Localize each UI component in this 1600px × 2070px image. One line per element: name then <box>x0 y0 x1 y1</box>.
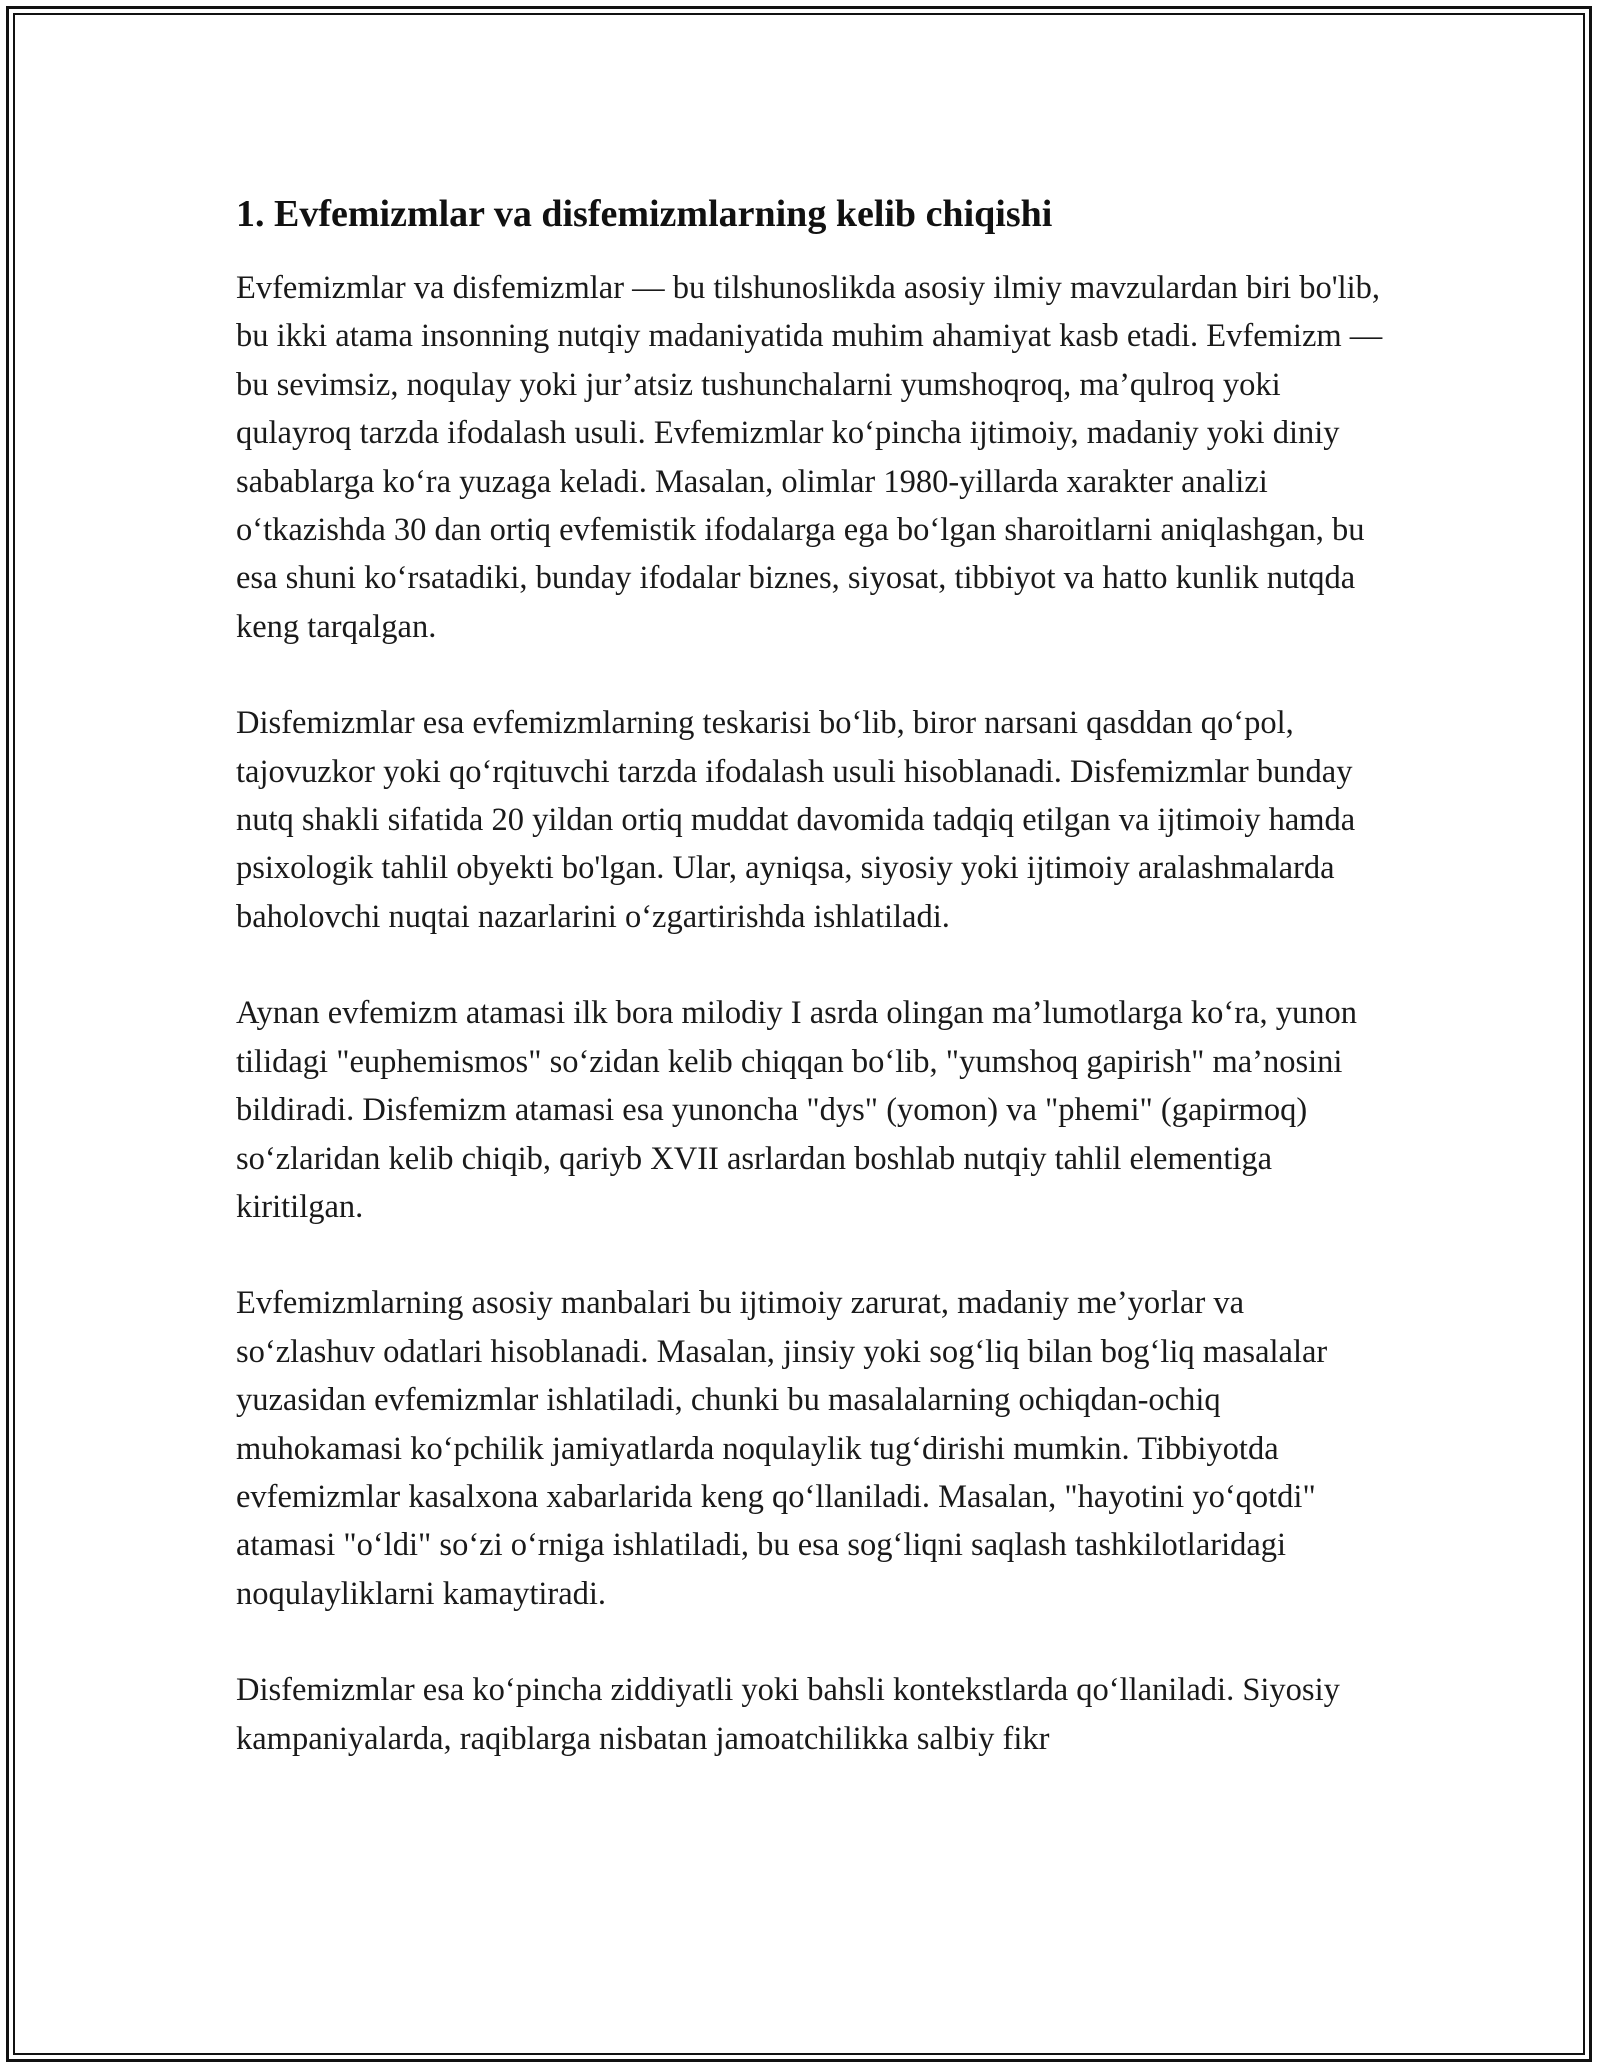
document-body <box>236 186 1386 1811</box>
paragraph-4: Evfemizmlarning asosiy manbalari bu ijtimoiy zarurat, madaniy me’yorlar va so‘zlashuv odatlari hisoblanadi. Masalan, jinsiy yoki sog‘liq bilan bog‘liq masalalar yuzasidan evfemizmlar ishlatiladi, chunki bu masalalarning ochiqdan-ochiq muhokamasi ko‘pchilik jamiyatlarda noqulaylik tug‘dirishi mumkin. Tibbiyotda evfemizmlar kasalxona xabarlarida keng qo‘llaniladi. Masalan, "hayotini yo‘qotdi" atamasi "o‘ldi" so‘zi o‘rniga ishlatiladi, bu esa sog‘liqni saqlash tashkilotlaridagi noqulayliklarni kamaytiradi. <box>236 1285 1328 1612</box>
section-heading: 1. Evfemizmlar va disfemizmlarning kelib chiqishi <box>236 193 1053 235</box>
paragraph-3: Aynan evfemizm atamasi ilk bora milodiy I asrda olingan ma’lumotlarga ko‘ra, yunon tilidagi "euphemismos" so‘zidan kelib chiqqan bo‘lib, "yumshoq gapirish" ma’nosini bildiradi. Disfemizm atamasi esa yunoncha "dys" (yomon) va "phemi" (gapirmoq) so‘zlaridan kelib chiqib, qariyb XVII asrlardan boshlab nutqiy tahlil elementiga kiritilgan. <box>236 995 1357 1225</box>
paragraph-5: Disfemizmlar esa ko‘pincha ziddiyatli yoki bahsli kontekstlarda qo‘llaniladi. Siyosiy kampaniyalarda, raqiblarga nisbatan jamoatchilikka salbiy fikr <box>236 1672 1340 1757</box>
paragraph-1: Evfemizmlar va disfemizmlar — bu tilshunoslikda asosiy ilmiy mavzulardan biri bo'lib, bu ikki atama insonning nutqiy madaniyatida muhim ahamiyat kasb etadi. Evfemizm — bu sevimsiz, noqulay yoki jur’atsiz tushunchalarni yumshoqroq, ma’qulroq yoki qulayroq tarzda ifodalash usuli. Evfemizmlar ko‘pincha ijtimoiy, madaniy yoki diniy sabablarga ko‘ra yuzaga keladi. Masalan, olimlar 1980-yillarda xarakter analizi o‘tkazishda 30 dan ortiq evfemistik ifodalarga ega bo‘lgan sharoitlarni aniqlashgan, bu esa shuni ko‘rsatadiki, bunday ifodalar biznes, siyosat, tibbiyot va hatto kunlik nutqda keng tarqalgan. <box>236 270 1383 645</box>
paragraph-2: Disfemizmlar esa evfemizmlarning teskarisi bo‘lib, biror narsani qasddan qo‘pol, tajovuzkor yoki qo‘rqituvchi tarzda ifodalash usuli hisoblanadi. Disfemizmlar bunday nutq shakli sifatida 20 yildan ortiq muddat davomida tadqiq etilgan va ijtimoiy hamda psixologik tahlil obyekti bo'lgan. Ular, ayniqsa, siyosiy yoki ijtimoiy aralashmalarda baholovchi nuqtai nazarlarini o‘zgartirishda ishlatiladi. <box>236 705 1356 935</box>
